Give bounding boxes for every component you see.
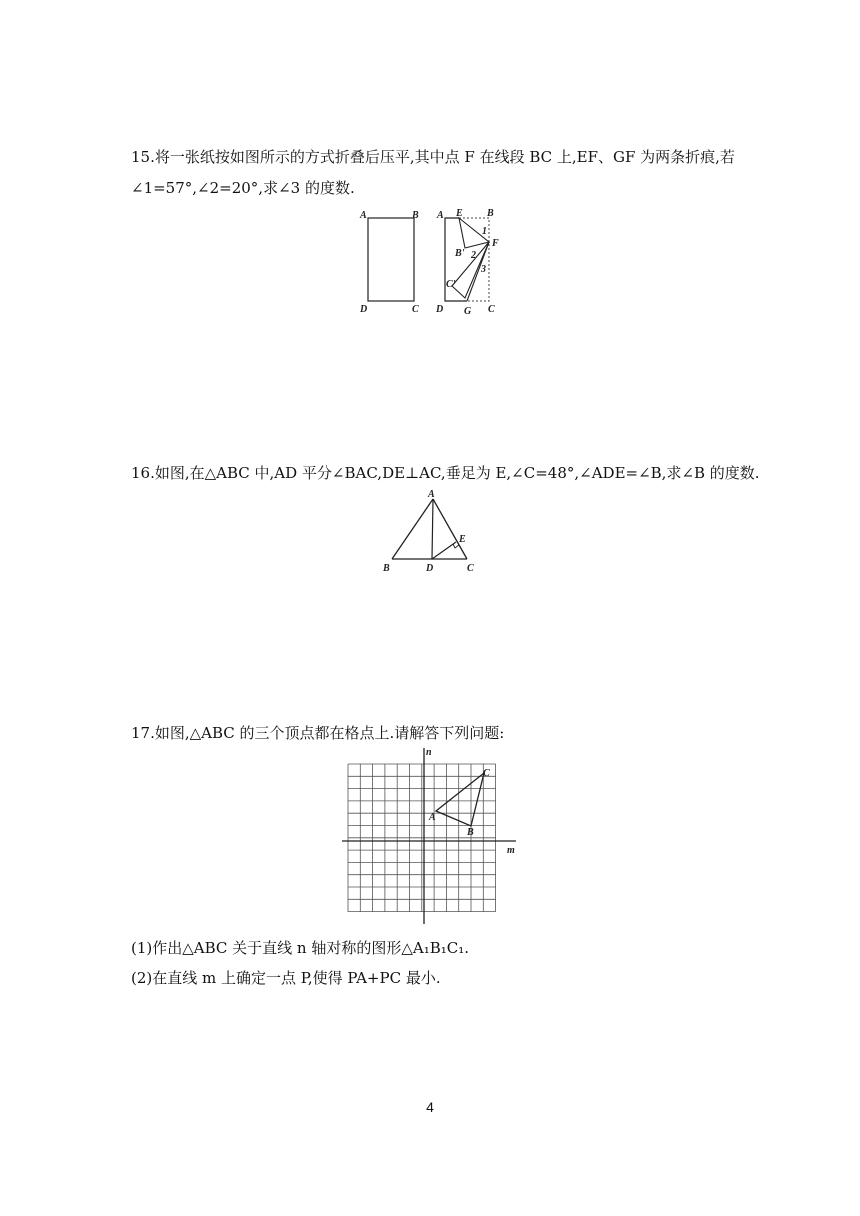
q16-label-D: D [426,563,434,574]
q15-label-B-prime: B' [455,248,465,259]
q15-label-B-right: B [487,208,494,219]
q15-label-D-right: D [436,304,444,315]
q15-label-A-right: A [437,210,444,221]
q15-label-A-left: A [360,210,367,221]
q15-label-angle-3: 3 [481,264,486,275]
q16-label-E: E [459,534,466,545]
q15-label-E: E [456,208,463,219]
q15-label-C-left: C [412,304,419,315]
q16-figure [378,487,488,577]
q17-label-m: m [507,845,515,856]
q17-part-2: (2)在直线 m 上确定一点 P,使得 PA+PC 最小. [131,969,441,987]
q17-part-1: (1)作出△ABC 关于直线 n 轴对称的图形△A₁B₁C₁. [131,939,470,957]
q17-label-B: B [467,827,474,838]
q15-label-C-right: C [488,304,495,315]
q15-line-1: 15.将一张纸按如图所示的方式折叠后压平,其中点 F 在线段 BC 上,EF、GF 为两条折痕,若 [131,148,735,166]
q15-figure [352,204,512,316]
page-number: 4 [426,1099,434,1115]
q15-paper-rectangle [368,218,414,301]
q15-label-angle-1: 1 [482,226,487,237]
q16-label-C: C [467,563,474,574]
q15-label-angle-2: 2 [471,250,476,261]
q15-line-2: ∠1=57°,∠2=20°,求∠3 的度数. [131,179,355,197]
q17-grid-figure [340,746,530,926]
q16-side-AC [433,499,467,559]
q16-label-B: B [383,563,390,574]
q16-perpendicular-DE [432,542,456,559]
q15-label-C-prime: C' [446,279,456,290]
q17-label-C: C [483,768,490,779]
q17-label-n: n [426,747,432,758]
q15-label-G: G [464,306,472,316]
q16-side-AB [392,499,433,559]
q15-label-D-left: D [360,304,368,315]
q16-label-A: A [428,489,435,500]
q16-line-1: 16.如图,在△ABC 中,AD 平分∠BAC,DE⊥AC,垂足为 E,∠C=48°,∠ADE=∠B,求∠B 的度数. [131,464,760,482]
q17-line-1: 17.如图,△ABC 的三个顶点都在格点上.请解答下列问题: [131,724,505,742]
q15-label-F: F [492,238,499,249]
q15-label-B-left: B [412,210,419,221]
q16-bisector-AD [432,499,433,559]
q17-label-A: A [429,812,436,823]
q17-triangle-ABC [436,773,484,826]
